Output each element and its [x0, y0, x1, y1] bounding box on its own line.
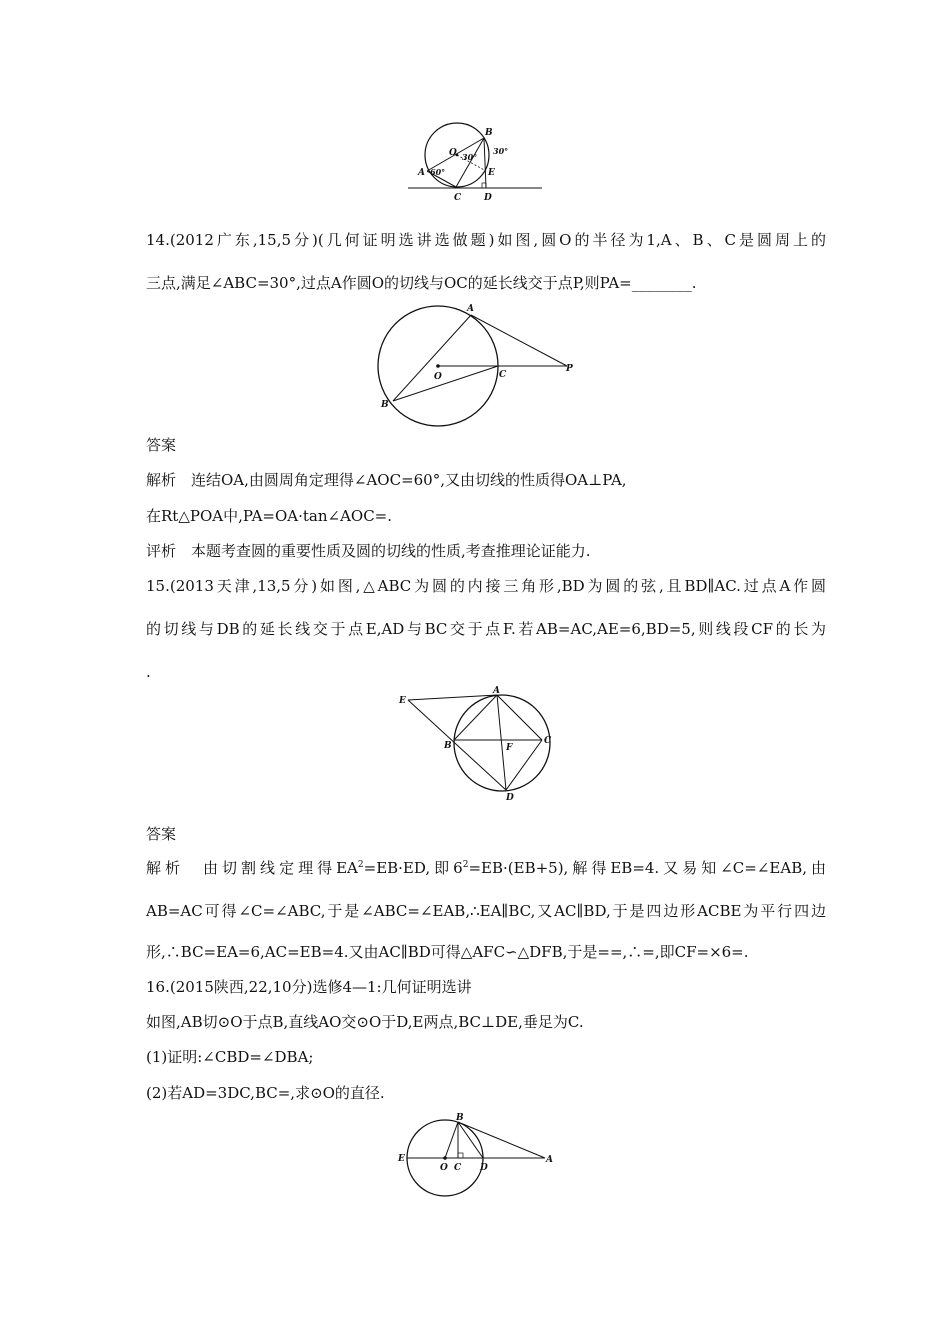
label-a: A	[467, 304, 474, 314]
figure-q14	[370, 300, 580, 430]
q15-answer-label: 答案	[146, 825, 177, 843]
label-c: C	[454, 193, 462, 203]
q15-analysis-line1	[146, 858, 826, 878]
label-d: D	[484, 193, 492, 203]
q15-analysis-sup2: 2	[462, 860, 469, 870]
label-e: E	[399, 696, 406, 706]
angle-30-inner: 30°	[462, 152, 478, 162]
q14-stem-line1: 14.(2012广东,15,5分)(几何证明选讲选做题)如图,圆O的半径为1,A、B、C是圆周上的	[146, 231, 826, 249]
q15-analysis-part1: 解析 由切割线定理得EA	[146, 859, 358, 877]
q15-stem-line1: 15.(2013天津,13,5分)如图,△ABC为圆的内接三角形,BD为圆的弦,且BD∥AC.过点A作圆	[146, 577, 826, 595]
q16-part2: (2)若AD=3DC,BC=,求⊙O的直径.	[146, 1084, 385, 1102]
q15-analysis-sup1: 2	[357, 860, 364, 870]
q15-analysis-part3: =EB·(EB+5),解得EB=4.又易知∠C=∠EAB,由	[468, 859, 827, 877]
radius-ob	[445, 1122, 458, 1158]
q14-analysis-line2: 在Rt△POA中,PA=OA·tan∠AOC=.	[146, 507, 393, 525]
chord-ad	[497, 695, 506, 790]
label-o: O	[434, 372, 442, 382]
q14-answer-blank: ________	[631, 274, 692, 292]
q14-stem-end: .	[691, 274, 697, 292]
segment-bd	[484, 138, 486, 188]
angle-60: 60°	[430, 167, 446, 177]
label-b: B	[485, 128, 493, 138]
label-e: E	[398, 1154, 405, 1164]
label-c: C	[499, 370, 507, 380]
label-d: D	[506, 793, 514, 803]
figure-q13	[400, 125, 550, 205]
right-angle-mark	[458, 1153, 463, 1158]
chord-ab	[454, 695, 497, 740]
point-o	[436, 364, 440, 368]
label-f: F	[506, 743, 513, 753]
label-a: A	[493, 686, 500, 696]
chord-ac	[497, 695, 542, 740]
label-a: A	[546, 1155, 553, 1165]
label-a: A	[418, 168, 425, 178]
label-d: D	[480, 1163, 488, 1173]
q15-analysis-part2: =EB·ED,即6	[363, 859, 463, 877]
label-o: O	[449, 148, 457, 158]
q16-part1: (1)证明:∠CBD=∠DBA;	[146, 1048, 314, 1066]
q14-stem-text: 三点,满足∠ABC=30°,过点A作圆O的切线与OC的延长线交于点P,则PA=	[146, 274, 632, 292]
angle-30-outer: 30°	[493, 146, 509, 156]
q16-heading: 16.(2015陕西,22,10分)选修4—1:几何证明选讲	[146, 978, 472, 996]
q15-analysis-line2: AB=AC可得∠C=∠ABC,于是∠ABC=∠EAB,∴EA∥BC,又AC∥BD,于是四边形ACBE为平行四边	[146, 902, 826, 920]
q15-stem-line3: .	[146, 663, 151, 681]
figure-q15	[395, 688, 590, 803]
label-b: B	[444, 741, 452, 751]
q15-stem-line2: 的切线与DB的延长线交于点E,AD与BC交于点F.若AB=AC,AE=6,BD=5,则线段CF的长为	[146, 620, 826, 638]
label-e: E	[488, 168, 495, 178]
line-ed	[408, 700, 506, 790]
point-o	[443, 1156, 447, 1160]
label-b: B	[381, 400, 389, 410]
chord-bc	[456, 138, 484, 187]
q16-stem: 如图,AB切⊙O于点B,直线AO交⊙O于D,E两点,BC⊥DE,垂足为C.	[146, 1013, 584, 1031]
label-o: O	[440, 1163, 448, 1173]
label-p: P	[566, 364, 573, 374]
tangent-ap	[471, 315, 567, 366]
q14-answer-label: 答案	[146, 436, 177, 454]
label-c: C	[544, 736, 552, 746]
label-b: B	[456, 1113, 464, 1123]
q15-analysis-line3: 形,∴BC=EA=6,AC=EB=4.又由AC∥BD可得△AFC∽△DFB,于是==,∴=,即CF=×6=.	[146, 943, 749, 961]
label-c: C	[454, 1163, 462, 1173]
q14-analysis-line1: 解析 连结OA,由圆周角定理得∠AOC=60°,又由切线的性质得OA⊥PA,	[146, 471, 627, 489]
q14-comment: 评析 本题考查圆的重要性质及圆的切线的性质,考查推理论证能力.	[146, 542, 591, 560]
q14-stem-line2	[146, 273, 826, 293]
figure-q16	[395, 1112, 560, 1197]
